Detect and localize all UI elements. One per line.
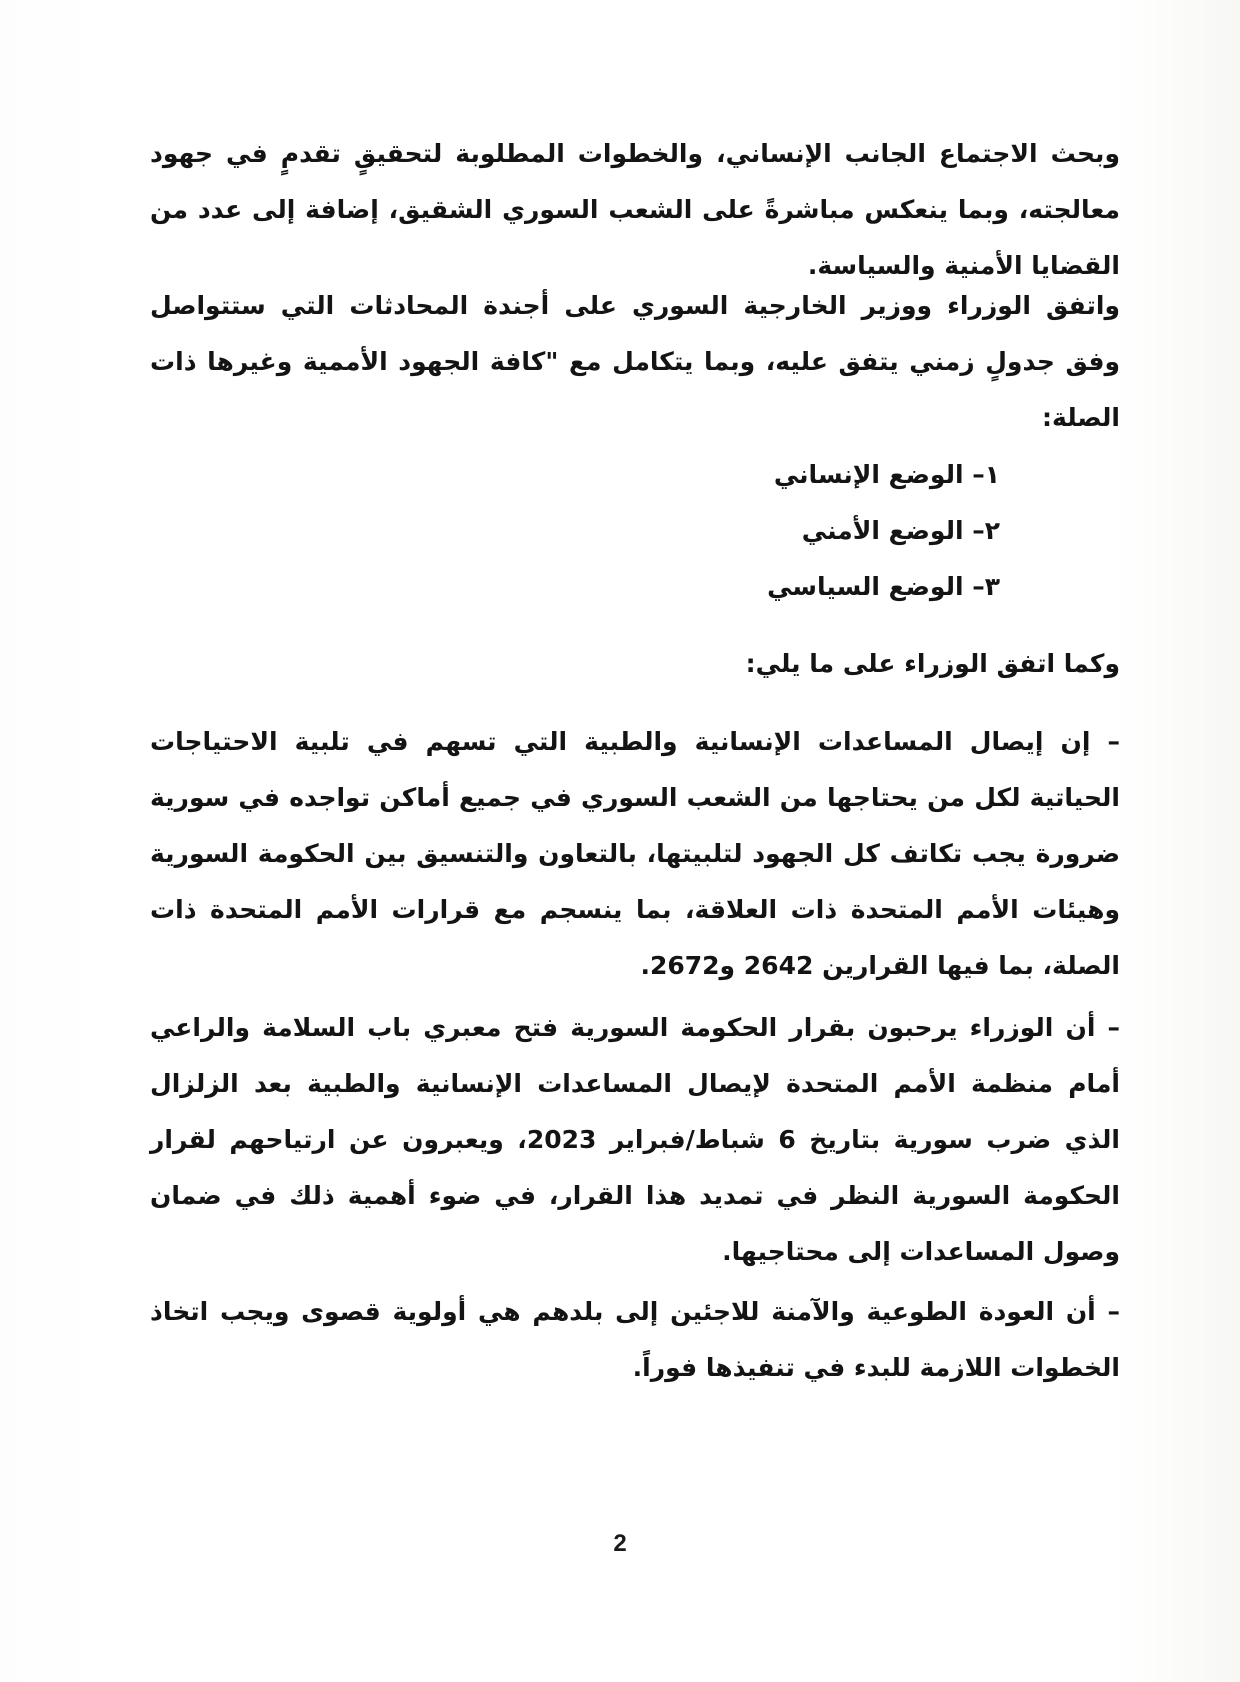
paragraph-agreed-intro: وكما اتفق الوزراء على ما يلي:: [745, 649, 1120, 678]
list-item: ١– الوضع الإنساني: [773, 460, 1000, 489]
page-number: 2: [613, 1530, 627, 1557]
paragraph-humanitarian-aid: – إن إيصال المساعدات الإنسانية والطبية التي تسهم في تلبية الاحتياجات الحياتية لكل من يحتاجها من الشعب السوري في جميع أماكن تواجده في سورية ضرورة يجب تكاتف كل الجهود لتلبيتها، بالتعاون والتنسيق بين الحكومة السورية وهيئات الأمم المتحدة ذات العلاقة، بما ينسجم مع قرارات الأمم المتحدة ذات الصلة، بما فيها القرارين 2642 و2672.: [150, 727, 1120, 980]
list-item: ٢– الوضع الأمني: [801, 516, 1000, 545]
paragraph-refugee-return: – أن العودة الطوعية والآمنة للاجئين إلى بلدهم هي أولوية قصوى ويجب اتخاذ الخطوات اللازمة للبدء في تنفيذها فوراً.: [150, 1297, 1120, 1382]
paragraph-meeting-discussion: وبحث الاجتماع الجانب الإنساني، والخطوات المطلوبة لتحقيقٍ تقدمٍ في جهود معالجته، وبما ينعكس مباشرةً على الشعب السوري الشقيق، إضافة إلى عدد من القضايا الأمنية والسياسة.: [150, 139, 1120, 280]
list-item: ٣– الوضع السياسي: [767, 572, 1000, 601]
paragraph-crossings: – أن الوزراء يرحبون بقرار الحكومة السورية فتح معبري باب السلامة والراعي أمام منظمة الأمم المتحدة لإيصال المساعدات الإنسانية والطبية بعد الزلزال الذي ضرب سورية بتاريخ 6 شباط/فبراير 2023، ويعبرون عن ارتياحهم لقرار الحكومة السورية النظر في تمديد هذا القرار، في ضوء أهمية ذلك في ضمان وصول المساعدات إلى محتاجيها.: [150, 1013, 1120, 1266]
agenda-list: [150, 447, 1120, 615]
paragraph-agenda-agreement: واتفق الوزراء ووزير الخارجية السوري على أجندة المحادثات التي ستتواصل وفق جدولٍ زمني يتفق عليه، وبما يتكامل مع "كافة الجهود الأممية وغيرها ذات الصلة:: [150, 291, 1120, 432]
